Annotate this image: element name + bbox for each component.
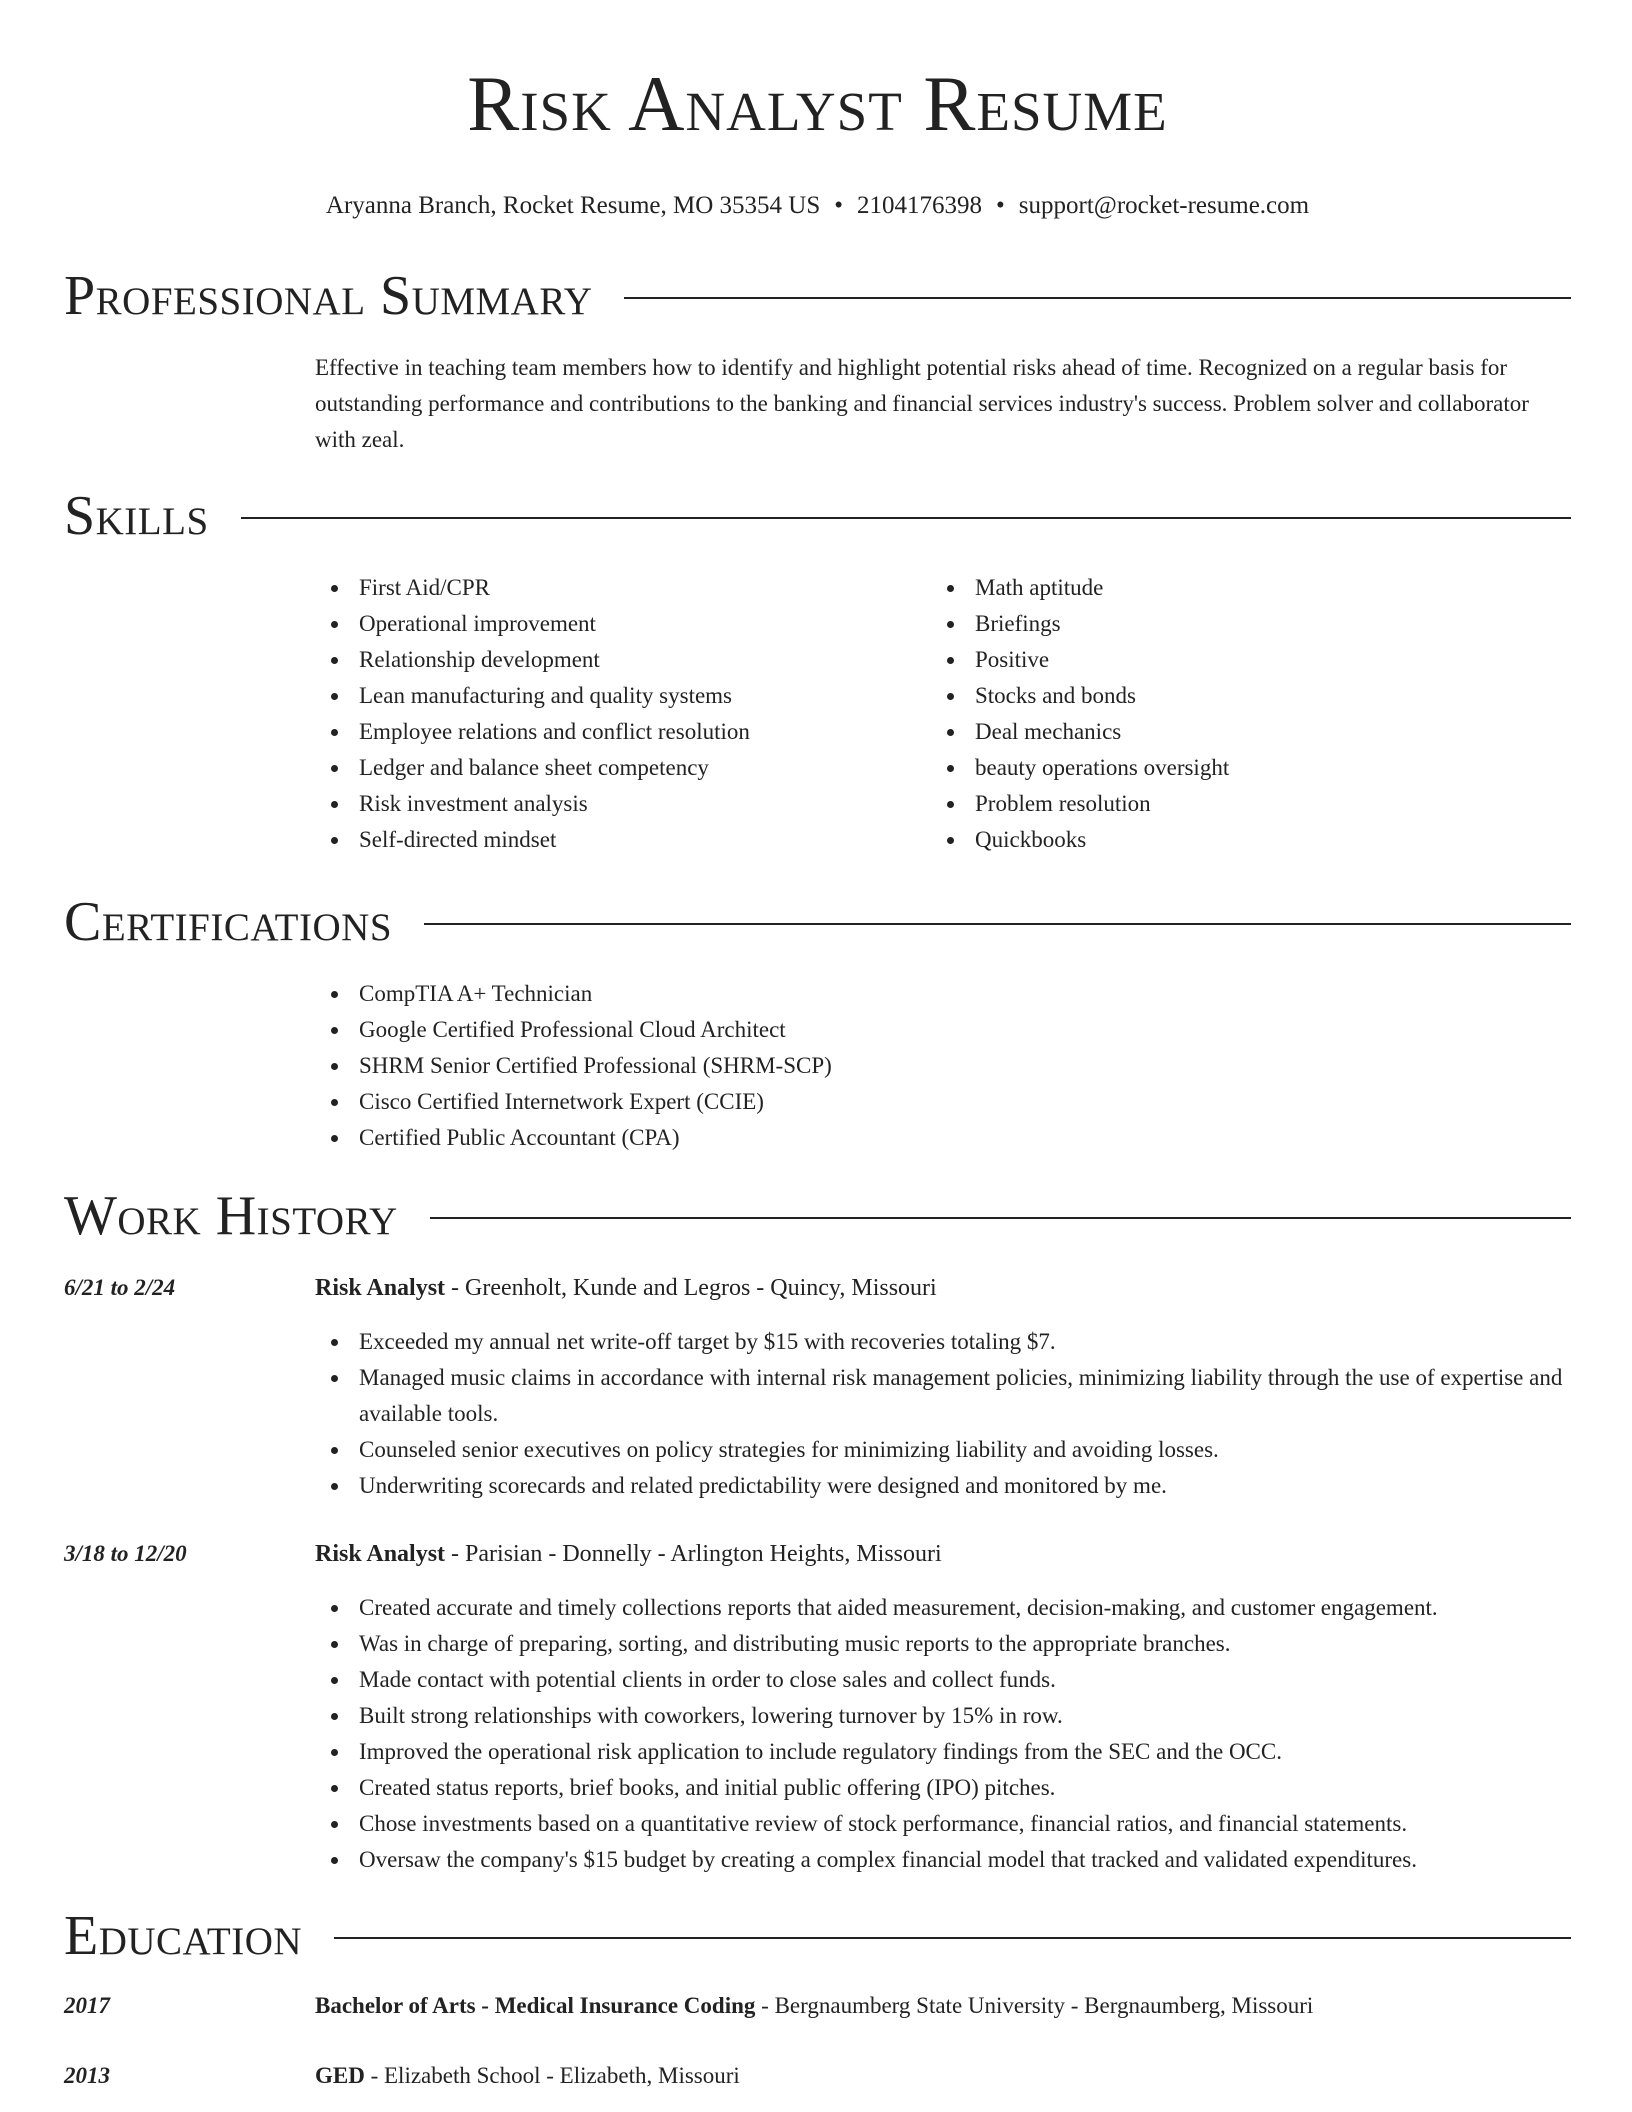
summary-text: Effective in teaching team members how to identify and highlight potential risks ahead of time. Recognized on a regular basis for outstanding performance and contributions to the banking and financial services industry's success. Problem solver and collaborator with zeal.: [315, 355, 1529, 452]
job-bullet: Oversaw the company's $15 budget by creating a complex financial model that tracked and validated expenditures.: [315, 1842, 1571, 1878]
job-bullet: Chose investments based on a quantitative review of stock performance, financial ratios, and financial statements.: [315, 1806, 1571, 1842]
job-bullet: Was in charge of preparing, sorting, and distributing music reports to the appropriate branches.: [315, 1626, 1571, 1662]
education-details: [315, 2058, 1571, 2094]
job-heading: [315, 1536, 1571, 1572]
section-divider: [430, 1217, 1571, 1219]
job-entry: [64, 1270, 1571, 1504]
job-title: Risk Analyst: [315, 1541, 446, 1567]
job-bullet: Underwriting scorecards and related predictability were designed and monitored by me.: [315, 1468, 1571, 1504]
contact-address: Aryanna Branch, Rocket Resume, MO 35354 US: [325, 192, 821, 219]
certifications-section-header: [64, 892, 1571, 952]
section-heading: Certifications: [64, 891, 393, 953]
skill-item: Positive: [931, 642, 1547, 678]
skill-item: Self-directed mindset: [315, 822, 931, 858]
skills-list: [315, 570, 1571, 858]
contact-separator: •: [996, 192, 1005, 219]
skill-item: Problem resolution: [931, 786, 1547, 822]
skill-item: beauty operations oversight: [931, 750, 1547, 786]
section-divider: [424, 923, 1571, 925]
job-bullet: Created status reports, brief books, and initial public offering (IPO) pitches.: [315, 1770, 1571, 1806]
skill-item: Employee relations and conflict resolution: [315, 714, 931, 750]
certification-item: SHRM Senior Certified Professional (SHRM-SCP): [315, 1048, 1571, 1084]
section-heading: Skills: [64, 485, 209, 547]
education-details: [315, 1988, 1571, 2024]
job-entry: [64, 1536, 1571, 1878]
skill-item: Relationship development: [315, 642, 931, 678]
section-heading: Work History: [64, 1185, 398, 1247]
education-section-header: [64, 1906, 1571, 1966]
contact-phone: 2104176398: [857, 192, 983, 219]
education-degree: Bachelor of Arts - Medical Insurance Coding: [315, 1993, 756, 2018]
skill-item: Risk investment analysis: [315, 786, 931, 822]
education-school: - Elizabeth School - Elizabeth, Missouri: [364, 2063, 740, 2088]
skill-item: Quickbooks: [931, 822, 1547, 858]
contact-separator: •: [834, 192, 844, 219]
work-history-section-header: [64, 1186, 1571, 1246]
skill-item: Briefings: [931, 606, 1547, 642]
skill-item: First Aid/CPR: [315, 570, 931, 606]
section-heading: Professional Summary: [64, 265, 593, 327]
job-employer: - Greenholt, Kunde and Legros - Quincy, Missouri: [445, 1275, 937, 1301]
contact-email: support@rocket-resume.com: [1018, 192, 1310, 219]
skill-item: Math aptitude: [931, 570, 1547, 606]
skills-section-header: [64, 486, 1571, 546]
skill-item: Operational improvement: [315, 606, 931, 642]
job-bullet: Built strong relationships with coworkers, lowering turnover by 15% in row.: [315, 1698, 1571, 1734]
skill-item: Ledger and balance sheet competency: [315, 750, 931, 786]
certification-item: Google Certified Professional Cloud Architect: [315, 1012, 1571, 1048]
job-bullet: Made contact with potential clients in order to close sales and collect funds.: [315, 1662, 1571, 1698]
resume-page: [64, 0, 1571, 2094]
job-bullet: Exceeded my annual net write-off target by $15 with recoveries totaling $7.: [315, 1324, 1571, 1360]
certifications-list: [315, 976, 1571, 1156]
skills-column-left: [315, 570, 931, 858]
section-heading: Education: [64, 1905, 303, 1967]
job-details: [315, 1270, 1571, 1504]
certification-item: Certified Public Accountant (CPA): [315, 1120, 1571, 1156]
education-degree: GED: [315, 2063, 365, 2088]
job-bullet: Improved the operational risk application to include regulatory findings from the SEC and the OCC.: [315, 1734, 1571, 1770]
contact-line: [64, 191, 1571, 221]
skill-item: Lean manufacturing and quality systems: [315, 678, 931, 714]
job-bullet: Counseled senior executives on policy strategies for minimizing liability and avoiding losses.: [315, 1432, 1571, 1468]
job-bullet: Created accurate and timely collections reports that aided measurement, decision-making, and customer engagement.: [315, 1590, 1571, 1626]
job-dates: 6/21 to 2/24: [64, 1275, 176, 1300]
resume-title: Risk Analyst Resume: [467, 60, 1168, 147]
education-entry: [64, 1988, 1571, 2024]
education-school: - Bergnaumberg State University - Bergnaumberg, Missouri: [755, 1993, 1314, 2018]
certification-item: CompTIA A+ Technician: [315, 976, 1571, 1012]
section-divider: [334, 1937, 1571, 1939]
section-divider: [241, 517, 1571, 519]
certification-item: Cisco Certified Internetwork Expert (CCIE): [315, 1084, 1571, 1120]
job-details: [315, 1536, 1571, 1878]
job-heading: [315, 1270, 1571, 1306]
education-year: 2013: [64, 2063, 110, 2088]
education-entry: [64, 2058, 1571, 2094]
job-bullets: [315, 1590, 1571, 1878]
skill-item: Stocks and bonds: [931, 678, 1547, 714]
summary-section-header: [64, 266, 1571, 326]
skill-item: Deal mechanics: [931, 714, 1547, 750]
skills-column-right: [931, 570, 1547, 858]
job-dates: 3/18 to 12/20: [64, 1541, 187, 1566]
job-employer: - Parisian - Donnelly - Arlington Heights, Missouri: [445, 1541, 942, 1567]
job-bullet: Managed music claims in accordance with internal risk management policies, minimizing liability through the use of expertise and available tools.: [315, 1360, 1571, 1432]
section-divider: [624, 297, 1571, 299]
job-bullets: [315, 1324, 1571, 1504]
education-year: 2017: [64, 1993, 110, 2018]
job-title: Risk Analyst: [315, 1275, 446, 1301]
